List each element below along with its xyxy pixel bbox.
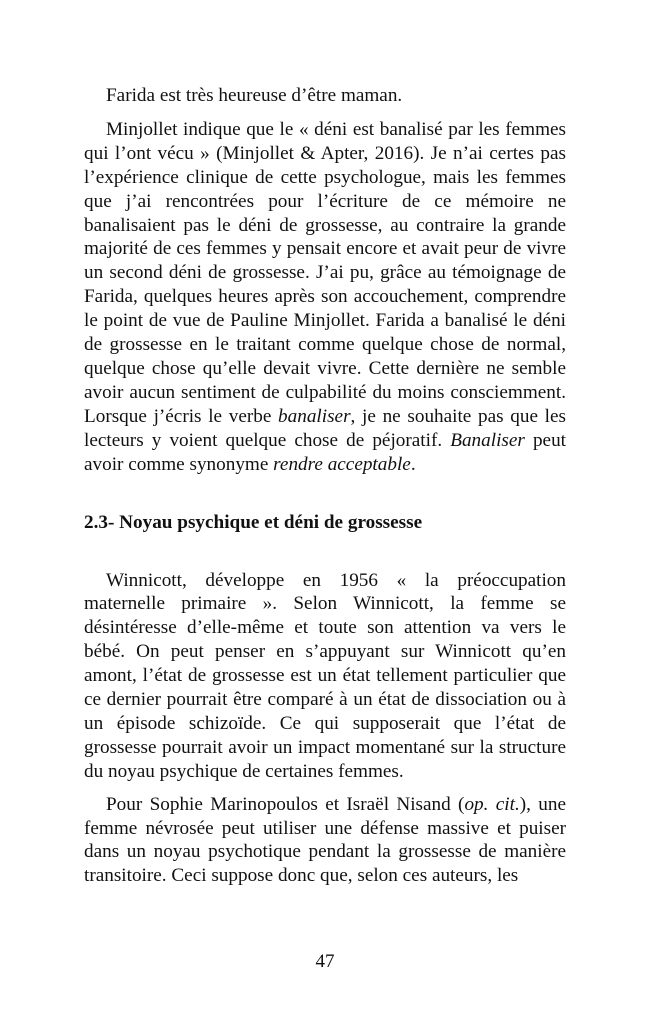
page-number: 47 xyxy=(315,951,335,972)
italic-term: banaliser xyxy=(278,405,351,427)
italic-citation: op. cit. xyxy=(464,793,520,815)
paragraph-winnicott: Winnicott, développe en 1956 « la préoccupation maternelle primaire ». Selon Winnicott, la femme se désintéresse d’elle-même et toute son attention va vers le bébé. On peut penser en s’appuyant sur Winnicott qu’en amont, l’état de grossesse est un état tellement particulier que ce dernier pourrait être comparé à un état de dissociation ou à un épisode schizoïde. Ce qui supposerait que l’état de grossesse pourrait avoir un impact momentané sur la structure du noyau psychique de certaines femmes. xyxy=(84,569,566,782)
text-run: , je ne souhaite pas que les lecteurs y voient quelque chose de péjoratif. xyxy=(84,405,566,451)
text-run: ), une femme névrosée peut utiliser une défense massive et puiser dans un noyau psychotique pendant la grossesse de manière transitoire. Ceci suppose donc que, selon ces auteurs, les xyxy=(84,793,566,887)
text-run: peut avoir comme synonyme xyxy=(84,429,566,475)
text-run: Pour Sophie Marinopoulos et Israël Nisand ( xyxy=(106,793,465,815)
italic-term: Banaliser xyxy=(450,429,525,451)
text-run: Minjollet indique que le « déni est banalisé par les femmes qui l’ont vécu » (Minjollet & Apter, 2016). Je n’ai certes pas l’expérience clinique de cette psychologue, mais les femmes que j’ai rencontrées pour l’écriture de ce mémoire ne banalisaient pas le déni de grossesse, au contraire la grande majorité de ces femmes y pensait encore et avait peur de vivre un second déni de grossesse. J’ai pu, grâce au témoignage de Farida, quelques heures après son accouchement, comprendre le point de vue de Pauline Minjollet. Farida a banalisé le déni de grossesse en le traitant comme quelque chose de normal, quelque chose qu’elle devait vivre. Cette dernière ne semble avoir aucun sentiment de culpabilité du moins consciemment. Lorsque j’écris le verbe xyxy=(84,118,566,427)
paragraph-minjollet xyxy=(84,118,566,477)
section-heading: 2.3- Noyau psychique et déni de grossesse xyxy=(84,511,423,533)
page-body xyxy=(84,84,566,897)
paragraph-marinopoulos xyxy=(84,793,566,889)
italic-term: rendre acceptable xyxy=(273,453,411,475)
text-run: . xyxy=(410,453,416,475)
paragraph-farida: Farida est très heureuse d’être maman. xyxy=(106,85,403,106)
